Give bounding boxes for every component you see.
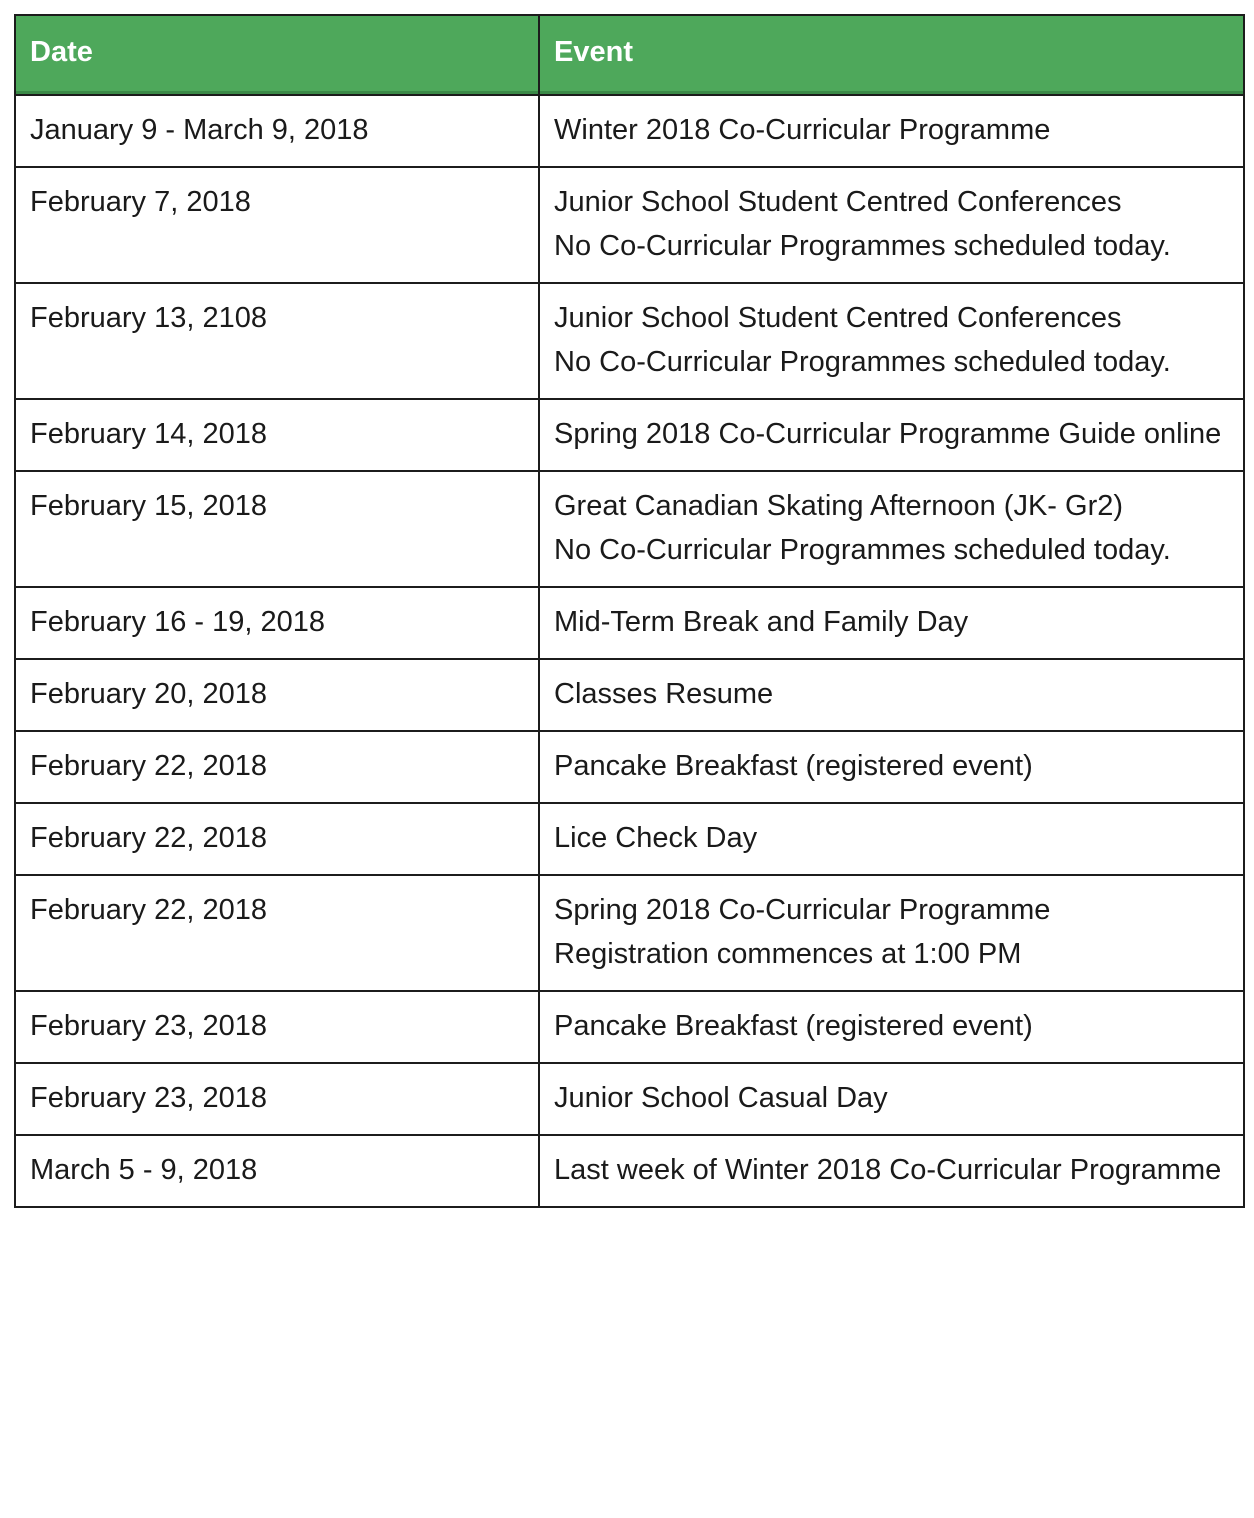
table-row bbox=[15, 803, 1244, 875]
event-line: No Co-Curricular Programmes scheduled today. bbox=[554, 230, 1171, 262]
event-cell bbox=[539, 803, 1244, 875]
event-cell bbox=[539, 875, 1244, 991]
table-row bbox=[15, 471, 1244, 587]
event-cell bbox=[539, 1135, 1244, 1207]
event-cell bbox=[539, 1063, 1244, 1135]
event-cell bbox=[539, 167, 1244, 283]
table-row bbox=[15, 95, 1244, 167]
table-body bbox=[15, 95, 1244, 1207]
table-row bbox=[15, 731, 1244, 803]
event-line: Last week of Winter 2018 Co-Curricular Programme bbox=[554, 1154, 1222, 1186]
event-line: Mid-Term Break and Family Day bbox=[554, 606, 969, 638]
event-line: Pancake Breakfast (registered event) bbox=[554, 1010, 1033, 1042]
event-line: Winter 2018 Co-Curricular Programme bbox=[554, 114, 1051, 146]
event-line: Junior School Student Centred Conferences bbox=[554, 186, 1122, 218]
table-row bbox=[15, 399, 1244, 471]
event-cell bbox=[539, 659, 1244, 731]
event-cell bbox=[539, 731, 1244, 803]
header-row bbox=[15, 15, 1244, 95]
event-cell bbox=[539, 95, 1244, 167]
table-row bbox=[15, 1135, 1244, 1207]
table-row bbox=[15, 283, 1244, 399]
table-header bbox=[15, 15, 1244, 95]
date-column-header: Date bbox=[15, 15, 539, 95]
event-cell bbox=[539, 283, 1244, 399]
date-cell: February 13, 2108 bbox=[15, 283, 539, 399]
date-cell: February 14, 2018 bbox=[15, 399, 539, 471]
event-line: No Co-Curricular Programmes scheduled today. bbox=[554, 346, 1171, 378]
event-cell bbox=[539, 399, 1244, 471]
event-line: Great Canadian Skating Afternoon (JK- Gr2) bbox=[554, 490, 1124, 522]
table-row bbox=[15, 991, 1244, 1063]
event-line: Classes Resume bbox=[554, 678, 774, 710]
date-cell: February 23, 2018 bbox=[15, 1063, 539, 1135]
table-row bbox=[15, 659, 1244, 731]
table-row bbox=[15, 167, 1244, 283]
event-line: Junior School Casual Day bbox=[554, 1082, 888, 1114]
date-cell: February 16 - 19, 2018 bbox=[15, 587, 539, 659]
event-cell bbox=[539, 991, 1244, 1063]
date-cell: March 5 - 9, 2018 bbox=[15, 1135, 539, 1207]
event-line: Registration commences at 1:00 PM bbox=[554, 938, 1022, 970]
event-line: Spring 2018 Co-Curricular Programme bbox=[554, 894, 1051, 926]
event-column-header: Event bbox=[539, 15, 1244, 95]
event-line: No Co-Curricular Programmes scheduled today. bbox=[554, 534, 1171, 566]
date-cell: February 23, 2018 bbox=[15, 991, 539, 1063]
date-cell: February 22, 2018 bbox=[15, 803, 539, 875]
date-cell: January 9 - March 9, 2018 bbox=[15, 95, 539, 167]
event-cell bbox=[539, 471, 1244, 587]
table-row bbox=[15, 875, 1244, 991]
event-line: Spring 2018 Co-Curricular Programme Guide online bbox=[554, 418, 1222, 450]
event-cell bbox=[539, 587, 1244, 659]
date-cell: February 7, 2018 bbox=[15, 167, 539, 283]
date-cell: February 22, 2018 bbox=[15, 875, 539, 991]
date-cell: February 15, 2018 bbox=[15, 471, 539, 587]
table-row bbox=[15, 1063, 1244, 1135]
event-line: Lice Check Day bbox=[554, 822, 758, 854]
date-cell: February 22, 2018 bbox=[15, 731, 539, 803]
event-line: Pancake Breakfast (registered event) bbox=[554, 750, 1033, 782]
events-table bbox=[14, 14, 1245, 1208]
table-row bbox=[15, 587, 1244, 659]
event-line: Junior School Student Centred Conferences bbox=[554, 302, 1122, 334]
date-cell: February 20, 2018 bbox=[15, 659, 539, 731]
events-table-container bbox=[14, 14, 1243, 1208]
